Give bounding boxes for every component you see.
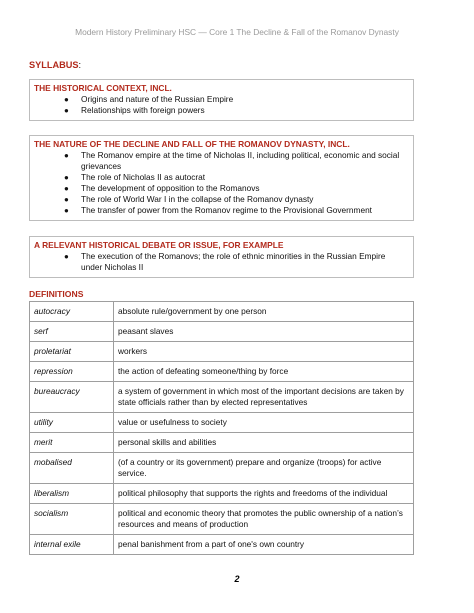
bullet-icon: ● xyxy=(64,95,69,104)
table-row xyxy=(30,322,414,342)
page-number: 2 xyxy=(234,574,240,584)
table-row xyxy=(30,433,414,453)
bullet-icon: ● xyxy=(64,151,69,160)
bullet-list xyxy=(34,150,408,216)
list-item xyxy=(34,105,408,116)
term-cell: serf xyxy=(30,322,114,342)
definition-cell: value or usefulness to society xyxy=(114,413,414,433)
bullet-icon: ● xyxy=(64,106,69,115)
list-item-text: The role of Nicholas II as autocrat xyxy=(81,172,206,182)
syllabus-section-historical-debate xyxy=(29,236,414,278)
syllabus-colon: : xyxy=(78,60,82,70)
list-item xyxy=(34,172,408,183)
definition-cell: the action of defeating someone/thing by force xyxy=(114,362,414,382)
bullet-list xyxy=(34,251,408,273)
term-cell: mobalised xyxy=(30,453,114,484)
table-row xyxy=(30,413,414,433)
table-row xyxy=(30,382,414,413)
list-item xyxy=(34,251,408,273)
definition-cell: a system of government in which most of the important decisions are taken by state officials rather than by elected representatives xyxy=(114,382,414,413)
section-title: THE NATURE OF THE DECLINE AND FALL OF THE ROMANOV DYNASTY, INCL. xyxy=(34,139,350,149)
definition-cell: political philosophy that supports the rights and freedoms of the individual xyxy=(114,484,414,504)
bullet-icon: ● xyxy=(64,206,69,215)
section-title: A RELEVANT HISTORICAL DEBATE OR ISSUE, FOR EXAMPLE xyxy=(34,240,284,250)
bullet-icon: ● xyxy=(64,195,69,204)
term-cell: socialism xyxy=(30,504,114,535)
list-item-text: Origins and nature of the Russian Empire xyxy=(81,94,234,104)
term-cell: utility xyxy=(30,413,114,433)
bullet-icon: ● xyxy=(64,173,69,182)
definition-cell: peasant slaves xyxy=(114,322,414,342)
term-cell: bureaucracy xyxy=(30,382,114,413)
table-row xyxy=(30,362,414,382)
table-row xyxy=(30,535,414,555)
list-item-text: The transfer of power from the Romanov regime to the Provisional Government xyxy=(81,205,372,215)
list-item-text: The development of opposition to the Romanovs xyxy=(81,183,260,193)
syllabus-label xyxy=(29,60,81,70)
list-item-text: Relationships with foreign powers xyxy=(81,105,205,115)
list-item-text: The role of World War I in the collapse of the Romanov dynasty xyxy=(81,194,314,204)
definition-cell: political and economic theory that promotes the public ownership of a nation’s resources and means of production xyxy=(114,504,414,535)
definition-cell: (of a country or its government) prepare and organize (troops) for active service. xyxy=(114,453,414,484)
bullet-list xyxy=(34,94,408,116)
term-cell: liberalism xyxy=(30,484,114,504)
definitions-heading: DEFINITIONS xyxy=(29,289,84,299)
definition-cell: workers xyxy=(114,342,414,362)
table-row xyxy=(30,342,414,362)
term-cell: autocracy xyxy=(30,302,114,322)
running-header: Modern History Preliminary HSC — Core 1 The Decline & Fall of the Romanov Dynasty xyxy=(75,27,399,37)
list-item xyxy=(34,194,408,205)
term-cell: internal exile xyxy=(30,535,114,555)
term-cell: repression xyxy=(30,362,114,382)
definitions-table xyxy=(29,301,414,555)
term-cell: merit xyxy=(30,433,114,453)
list-item xyxy=(34,205,408,216)
section-title: THE HISTORICAL CONTEXT, INCL. xyxy=(34,83,172,93)
table-row xyxy=(30,504,414,535)
syllabus-label-text: SYLLABUS xyxy=(29,60,79,70)
list-item xyxy=(34,150,408,172)
definition-cell: absolute rule/government by one person xyxy=(114,302,414,322)
table-row xyxy=(30,453,414,484)
list-item xyxy=(34,183,408,194)
bullet-icon: ● xyxy=(64,184,69,193)
list-item-text: The Romanov empire at the time of Nicholas II, including political, economic and social grievances xyxy=(81,150,400,171)
list-item-text: The execution of the Romanovs; the role of ethnic minorities in the Russian Empire under Nicholas II xyxy=(81,251,386,272)
table-row xyxy=(30,302,414,322)
list-item xyxy=(34,94,408,105)
term-cell: proletariat xyxy=(30,342,114,362)
syllabus-section-decline-and-fall xyxy=(29,135,414,221)
definition-cell: personal skills and abilities xyxy=(114,433,414,453)
bullet-icon: ● xyxy=(64,252,69,261)
definition-cell: penal banishment from a part of one's own country xyxy=(114,535,414,555)
table-row xyxy=(30,484,414,504)
syllabus-section-historical-context xyxy=(29,79,414,121)
